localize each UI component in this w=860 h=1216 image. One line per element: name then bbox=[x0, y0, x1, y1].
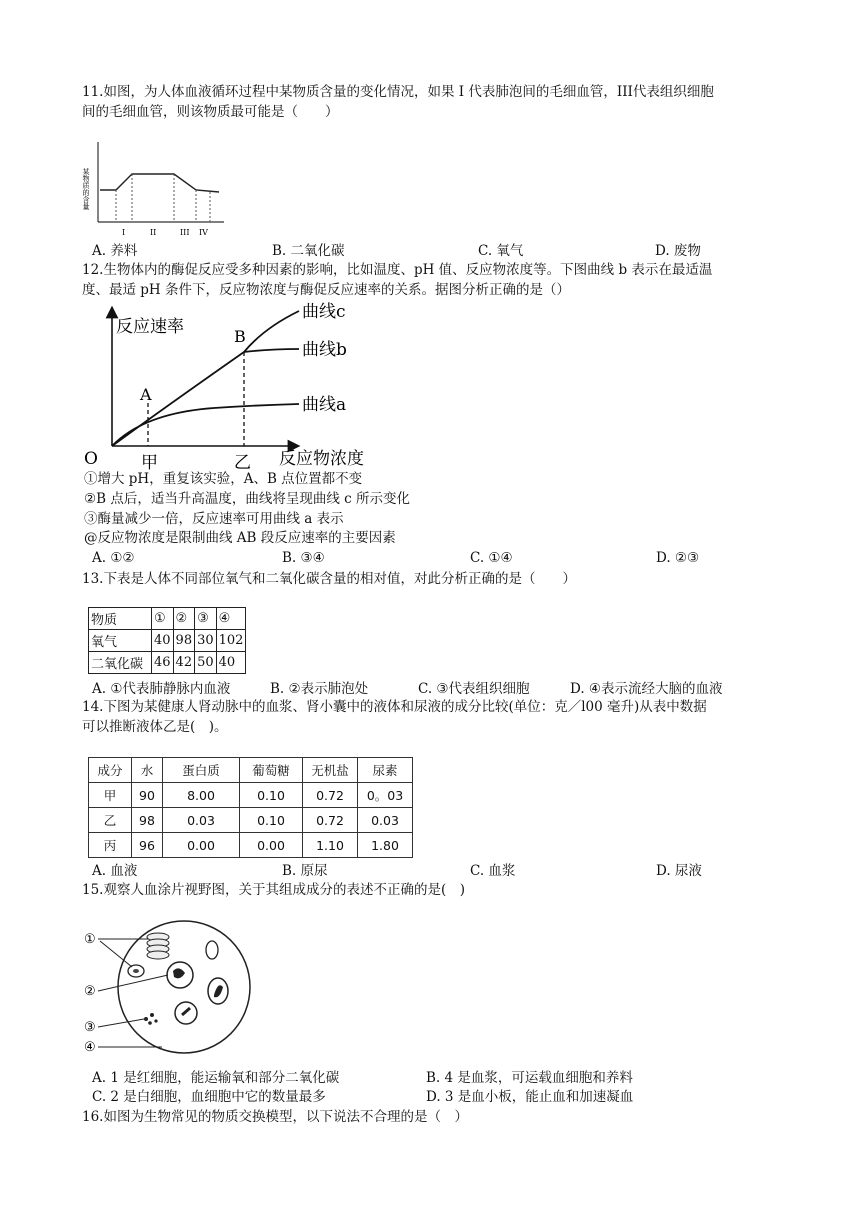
q12-ylabel: 反应速率 bbox=[116, 317, 184, 337]
q15-option-b[interactable]: B. 4 是血浆，可运载血细胞和养料 bbox=[426, 1070, 633, 1086]
q13-table bbox=[88, 607, 246, 674]
q14-cell: 1.10 bbox=[303, 833, 358, 858]
q15-label-3: ③ bbox=[84, 1020, 96, 1035]
q11-option-b[interactable]: B. 二氧化碳 bbox=[272, 243, 345, 259]
q12-option-a[interactable]: A. ①② bbox=[92, 550, 135, 566]
q12-x-mark-jia: 甲 bbox=[141, 453, 158, 473]
q13-stem: 13.下表是人体不同部位氧气和二氧化碳含量的相对值，对此分析正确的是（ ） bbox=[82, 571, 576, 587]
q11-xtick-4: IV bbox=[199, 228, 208, 237]
q14-cell: 0。03 bbox=[358, 783, 413, 808]
q13-cell: 42 bbox=[173, 652, 195, 674]
table-row bbox=[89, 608, 246, 630]
q14-cell: 丙 bbox=[89, 833, 132, 858]
q13-cell: 40 bbox=[152, 630, 174, 652]
q15-option-d[interactable]: D. 3 是血小板，能止血和加速凝血 bbox=[426, 1089, 634, 1105]
q14-cell: 96 bbox=[132, 833, 163, 858]
q14-cell: 98 bbox=[132, 808, 163, 833]
q11-stem-line1: 11.如图，为人体血液循环过程中某物质含量的变化情况，如果 I 代表肺泡间的毛细血管，III代表组织细胞 bbox=[82, 84, 714, 100]
q12-option-c[interactable]: C. ①④ bbox=[470, 550, 513, 566]
q13-cell: ③ bbox=[195, 608, 217, 630]
q12-curve-a-label: 曲线a bbox=[302, 395, 347, 415]
q13-cell: 二氧化碳 bbox=[89, 652, 152, 674]
q14-cell: 蛋白质 bbox=[163, 758, 240, 783]
q14-cell: 8.00 bbox=[163, 783, 240, 808]
q13-option-c[interactable]: C. ③代表组织细胞 bbox=[418, 681, 530, 697]
q11-ylabel: 某物质的含量 bbox=[82, 168, 90, 210]
q13-cell: ② bbox=[173, 608, 195, 630]
q11-stem-line2: 间的毛细血管，则该物质最可能是（ ） bbox=[82, 104, 339, 120]
q13-cell: 46 bbox=[152, 652, 174, 674]
q15-label-4: ④ bbox=[84, 1040, 96, 1055]
q12-statement-1: ①增大 pH，重复该实验，A、B 点位置都不变 bbox=[84, 471, 363, 487]
q11-xtick-2: II bbox=[150, 228, 157, 237]
q12-option-d[interactable]: D. ②③ bbox=[656, 550, 700, 566]
q12-point-b: B bbox=[234, 327, 246, 346]
q12-statement-3: ③酶量减少一倍，反应速率可用曲线 a 表示 bbox=[84, 511, 344, 527]
q11-curve bbox=[100, 174, 219, 192]
q14-cell: 无机盐 bbox=[303, 758, 358, 783]
q12-x-mark-yi: 乙 bbox=[234, 453, 251, 473]
q13-cell: 50 bbox=[195, 652, 217, 674]
q11-option-c[interactable]: C. 氧气 bbox=[478, 243, 524, 259]
q13-option-a[interactable]: A. ①代表肺静脉内血液 bbox=[92, 681, 231, 697]
q14-cell: 0.10 bbox=[240, 783, 303, 808]
q12-origin: O bbox=[84, 449, 98, 469]
platelet bbox=[144, 1017, 148, 1021]
q14-cell: 1.80 bbox=[358, 833, 413, 858]
q14-option-d[interactable]: D. 尿液 bbox=[656, 863, 702, 879]
q13-option-b[interactable]: B. ②表示肺泡处 bbox=[270, 681, 369, 697]
q14-cell: 尿素 bbox=[358, 758, 413, 783]
q12-curve-b-label: 曲线b bbox=[302, 340, 347, 360]
q14-cell: 0.72 bbox=[303, 783, 358, 808]
q14-cell: 成分 bbox=[89, 758, 132, 783]
q12-figure bbox=[84, 298, 384, 473]
q13-cell: ① bbox=[152, 608, 174, 630]
q14-option-b[interactable]: B. 原尿 bbox=[282, 863, 328, 879]
q12-statement-4: @反应物浓度是限制曲线 AB 段反应速率的主要因素 bbox=[84, 530, 396, 546]
q14-stem-line1: 14.下图为某健康人肾动脉中的血浆、肾小囊中的液体和尿液的成分比较(单位：克／l00 毫升)从表中数据 bbox=[82, 699, 707, 715]
q14-cell: 0.00 bbox=[240, 833, 303, 858]
q12-statement-2: ②B 点后，适当升高温度，曲线将呈现曲线 c 所示变化 bbox=[84, 491, 410, 507]
q15-option-c[interactable]: C. 2 是白细胞，血细胞中它的数量最多 bbox=[92, 1089, 326, 1105]
q15-stem: 15.观察人血涂片视野图，关于其组成成分的表述不正确的是( ) bbox=[82, 882, 466, 898]
q14-cell: 0.10 bbox=[240, 808, 303, 833]
q14-option-a[interactable]: A. 血液 bbox=[92, 863, 138, 879]
q14-cell: 葡萄糖 bbox=[240, 758, 303, 783]
table-row bbox=[89, 783, 413, 808]
curve-b-line bbox=[244, 349, 299, 352]
q12-stem-line2: 度、最适 pH 条件下，反应物浓度与酶促反应速率的关系。据图分析正确的是（） bbox=[82, 282, 570, 298]
q11-xtick-1: I bbox=[122, 228, 126, 237]
q11-xtick-3: III bbox=[180, 228, 190, 237]
q14-cell: 90 bbox=[132, 783, 163, 808]
q13-cell: 102 bbox=[216, 630, 246, 652]
table-row bbox=[89, 808, 413, 833]
curve-a-line bbox=[112, 404, 299, 446]
q13-cell: 物质 bbox=[89, 608, 152, 630]
q12-xlabel: 反应物浓度 bbox=[279, 449, 364, 469]
q14-cell: 0.03 bbox=[358, 808, 413, 833]
q11-figure bbox=[84, 138, 234, 244]
q16-stem: 16.如图为生物常见的物质交换模型，以下说法不合理的是（ ） bbox=[82, 1109, 468, 1125]
q11-option-a[interactable]: A. 养料 bbox=[92, 243, 138, 259]
q13-cell: ④ bbox=[216, 608, 246, 630]
q14-table bbox=[88, 757, 413, 858]
table-row bbox=[89, 833, 413, 858]
q15-label-1: ① bbox=[84, 932, 96, 947]
table-row bbox=[89, 652, 246, 674]
table-row bbox=[89, 758, 413, 783]
q12-point-a: A bbox=[140, 385, 152, 404]
q14-option-c[interactable]: C. 血浆 bbox=[470, 863, 516, 879]
q13-cell: 30 bbox=[195, 630, 217, 652]
q14-cell: 0.03 bbox=[163, 808, 240, 833]
table-row bbox=[89, 630, 246, 652]
q14-cell: 乙 bbox=[89, 808, 132, 833]
q15-label-2: ② bbox=[84, 984, 96, 999]
q14-cell: 0.72 bbox=[303, 808, 358, 833]
q13-option-d[interactable]: D. ④表示流经大脑的血液 bbox=[570, 681, 723, 697]
q11-option-d[interactable]: D. 废物 bbox=[655, 243, 701, 259]
q14-stem-line2: 可以推断液体乙是( )。 bbox=[82, 719, 228, 735]
q12-option-b[interactable]: B. ③④ bbox=[282, 550, 325, 566]
q14-cell: 甲 bbox=[89, 783, 132, 808]
q13-cell: 40 bbox=[216, 652, 246, 674]
q14-cell: 0.00 bbox=[163, 833, 240, 858]
q15-option-a[interactable]: A. 1 是红细胞，能运输氧和部分二氧化碳 bbox=[92, 1070, 340, 1086]
q12-stem-line1: 12.生物体内的酶促反应受多种因素的影响，比如温度、pH 值、反应物浓度等。下图曲线 b 表示在最适温 bbox=[82, 262, 713, 278]
q13-cell: 氧气 bbox=[89, 630, 152, 652]
q13-cell: 98 bbox=[173, 630, 195, 652]
q14-cell: 水 bbox=[132, 758, 163, 783]
q15-figure bbox=[84, 915, 254, 1065]
q12-curve-c-label: 曲线c bbox=[302, 302, 346, 322]
